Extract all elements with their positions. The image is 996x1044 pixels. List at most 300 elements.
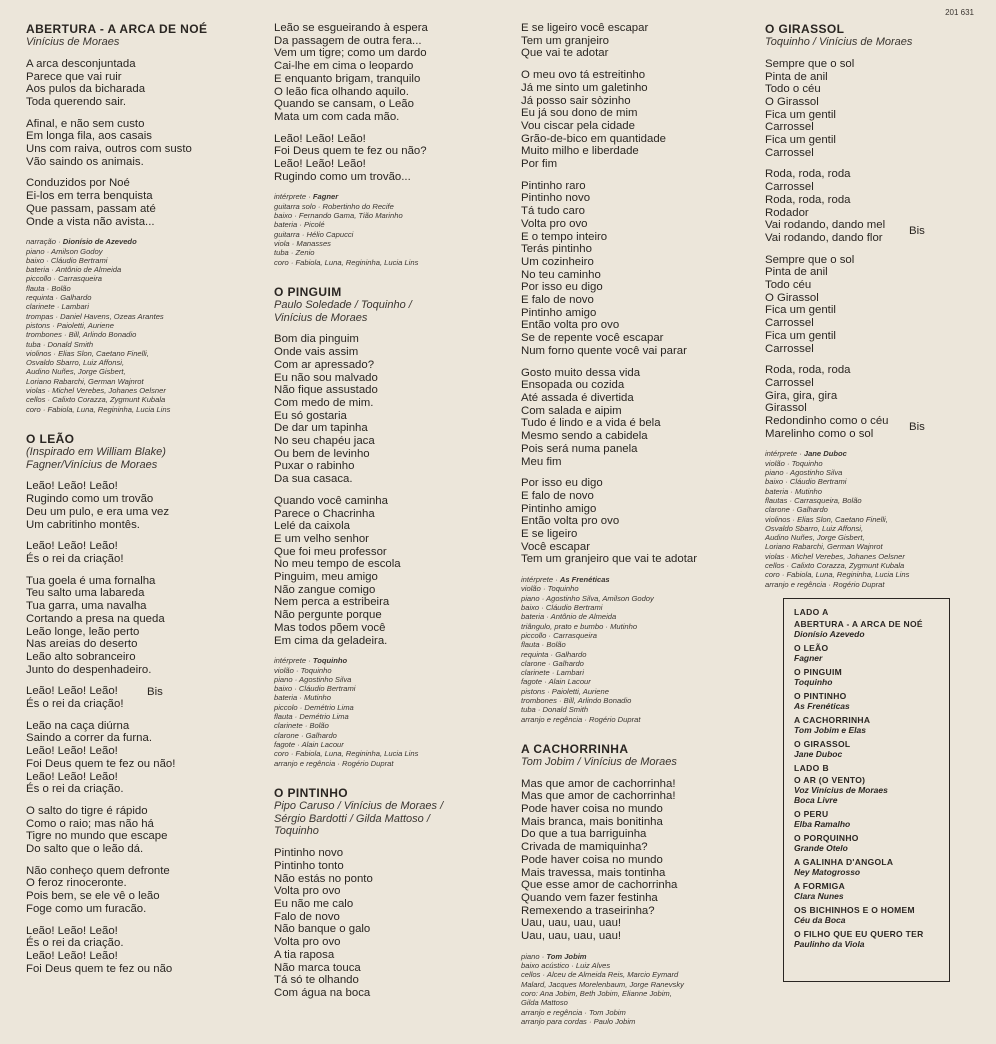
- stanza: [521, 778, 757, 943]
- lyric-line: Leão! Leão! Leão!: [274, 132, 366, 145]
- stanza: [26, 685, 256, 710]
- track-artist: Toquinho: [794, 677, 833, 687]
- credit-line: [26, 377, 256, 386]
- lyric-line: Eu só gostaria: [274, 409, 347, 422]
- track-artist: Dionísio Azevedo: [794, 629, 865, 639]
- credit-line: [521, 989, 757, 998]
- lyric-line: Rugindo como um trovão: [26, 493, 154, 506]
- lyric-line: Pois será numa panela: [521, 442, 638, 455]
- side-a-label: LADO A: [794, 607, 829, 617]
- lyric-line: Saindo a correr da furna.: [26, 732, 153, 745]
- lyric-line: Da passagem de outra fera...: [274, 34, 422, 47]
- credit-role: trombones · Bill, Arlindo Bonadio: [26, 330, 137, 340]
- credit-line: [274, 740, 514, 749]
- credit-line: [26, 247, 256, 256]
- credit-line: [274, 675, 514, 684]
- lyric-line: Então volta pro ovo: [521, 515, 620, 528]
- credit-role: bateria · Picolé: [274, 220, 325, 230]
- credit-performer: Tom Jobim: [546, 951, 587, 961]
- credit-line: [765, 468, 975, 477]
- credit-role: Osvaldo Sbarro, Luiz Affonsi,: [26, 358, 125, 368]
- track-item: [794, 929, 939, 949]
- credit-performer: Dionísio de Azevedo: [62, 237, 137, 247]
- lyric-line: Mas todos põem você: [274, 621, 386, 634]
- lyric-line: Cai-lhe em cima o leopardo: [274, 60, 414, 73]
- credit-role: arranjo para cordas · Paulo Jobim: [521, 1016, 636, 1026]
- credit-role: arranjo e regência · Rogério Duprat: [765, 579, 885, 589]
- lyric-line: Puxar o rabinho: [274, 460, 355, 473]
- bis-marker: Bis: [909, 225, 925, 238]
- credit-line: [26, 358, 256, 367]
- lyric-line: Marelinho como o sol: [765, 427, 874, 440]
- credit-line: [765, 505, 975, 514]
- track-item: [794, 619, 939, 639]
- credit-role: piano · Agostinho Silva, Amilson Godoy: [521, 593, 654, 603]
- lyric-line: Afinal, e não sem custo: [26, 117, 145, 130]
- credit-line: [26, 321, 256, 330]
- credit-role: Malard, Jacques Morelenbaum, Jorge Ranevsky: [521, 979, 684, 989]
- credit-line: [765, 570, 975, 579]
- lyric-line: Junto do despenhadeiro.: [26, 663, 152, 676]
- credit-line: [274, 749, 514, 758]
- song-pintinho-part1: [274, 786, 514, 1000]
- credit-line: [765, 542, 975, 551]
- credit-performer: As Frenéticas: [559, 575, 610, 585]
- credit-role: cellos · Alceu de Almeida Reis, Marcio Eymard: [521, 970, 679, 980]
- song-authors: [521, 756, 757, 769]
- credit-role: violinos · Elias Slon, Caetano Finelli,: [765, 514, 888, 524]
- credit-role: baixo · Cláudio Bertrami: [26, 255, 108, 265]
- track-item: [794, 691, 939, 711]
- credit-line: [521, 668, 757, 677]
- stanza: [521, 69, 757, 171]
- lyric-line: Com salada e aipim: [521, 404, 622, 417]
- lyric-line: Pinta de anil: [765, 70, 828, 83]
- lyric-line: Leão! Leão! Leão!: [26, 540, 118, 553]
- lyric-line: Ou bem de levinho: [274, 447, 370, 460]
- lyric-line: Uau, uau, uau, uau!: [521, 917, 622, 930]
- column-3: [521, 22, 757, 1044]
- lyric-line: Que esse amor de cachorrinha: [521, 879, 678, 892]
- credit-role: piccolo · Demétrio Lima: [274, 702, 354, 712]
- credit-role: clarinete · Lambari: [26, 302, 89, 312]
- credit-role: piccollo · Carrasqueira: [26, 274, 102, 284]
- credit-line: [765, 515, 975, 524]
- lyric-line: Volta pro ovo: [274, 885, 341, 898]
- credit-line: [26, 293, 256, 302]
- credit-role: narração ·: [26, 237, 63, 247]
- lyric-line: Eu não sou malvado: [274, 371, 378, 384]
- lyric-line: Teu salto uma labareda: [26, 587, 145, 600]
- lyric-line: Leão na caça diúrna: [26, 719, 130, 732]
- credit-role: violas · Michel Verebes, Johanes Oelsner: [26, 385, 166, 395]
- credit-role: baixo acústico · Luiz Alves: [521, 961, 611, 971]
- lyric-line: Tem um granjeiro: [521, 34, 609, 47]
- track-title: OS BICHINHOS E O HOMEM: [794, 905, 915, 915]
- track-artist: Clara Nunes: [794, 891, 844, 901]
- lyric-line: Pintinho amigo: [521, 306, 597, 319]
- credit-line: [274, 712, 514, 721]
- lyric-line: Em longa fila, aos casais: [26, 130, 152, 143]
- song-pinguim: [274, 285, 514, 768]
- credit-performer: Toquinho: [312, 656, 348, 666]
- credit-role: tuba · Donald Smith: [26, 339, 94, 349]
- credit-line: [765, 459, 975, 468]
- lyric-line: Eu não me calo: [274, 898, 354, 911]
- lyric-line: Volta pro ovo: [274, 936, 341, 949]
- lyric-line: Não fique assustado: [274, 384, 378, 397]
- lyric-line: No teu caminho: [521, 268, 601, 281]
- credit-line: [521, 1017, 757, 1026]
- lyric-line: Fica um gentil: [765, 304, 836, 317]
- track-title: A CACHORRINHA: [794, 715, 871, 725]
- credit-role: clarone · Galhardo: [765, 505, 828, 515]
- lyric-line: Fica um gentil: [765, 134, 836, 147]
- credit-role: baixo · Fernando Gama, Tião Marinho: [274, 211, 403, 221]
- credit-line: [765, 552, 975, 561]
- credit-line: [274, 693, 514, 702]
- author-line: Vinícius de Moraes: [26, 36, 120, 48]
- stanza: [274, 847, 514, 999]
- track-title: O PINGUIM: [794, 667, 843, 677]
- credit-role: clarone · Galhardo: [274, 730, 337, 740]
- lyric-line: Vai rodando, dando flor: [765, 231, 883, 244]
- track-title: ABERTURA - A ARCA DE NOÉ: [794, 619, 923, 629]
- lyric-line: Leão! Leão! Leão!: [26, 949, 118, 962]
- lyric-line: Eu já sou dono de mim: [521, 107, 638, 120]
- lyric-line: Todo o céu: [765, 83, 821, 96]
- credit-role: tuba · Donald Smith: [521, 705, 589, 715]
- lyric-line: Quando você caminha: [274, 494, 388, 507]
- credit-line: [26, 349, 256, 358]
- lyric-line: E enquanto brigam, tranquilo: [274, 72, 421, 85]
- lyric-line: Um cozinheiro: [521, 255, 594, 268]
- lyric-line: Da sua casaca.: [274, 473, 353, 486]
- lyric-line: Rodador: [765, 206, 809, 219]
- credit-role: arranjo e regência · Rogério Duprat: [274, 758, 394, 768]
- lyric-line: E falo de novo: [521, 489, 594, 502]
- lyric-line: Mas que amor de cachorrinha!: [521, 777, 676, 790]
- lyric-line: És o rei da criação!: [26, 552, 124, 565]
- stanza: [26, 720, 256, 796]
- lyric-line: O meu ovo tá estreitinho: [521, 69, 646, 82]
- stanza: [765, 364, 975, 440]
- stanza: [274, 133, 514, 184]
- lyric-line: E o tempo inteiro: [521, 230, 608, 243]
- author-line: Pipo Caruso / Vinícius de Moraes /: [274, 799, 444, 812]
- lyric-line: Ei-los em terra benquista: [26, 190, 153, 203]
- credit-role: Osvaldo Sbarro, Luiz Affonsi,: [765, 523, 864, 533]
- lyric-line: Pintinho raro: [521, 179, 586, 192]
- track-title: O LEÃO: [794, 643, 829, 653]
- lyric-line: És o rei da criação.: [26, 937, 124, 950]
- credit-line: [765, 533, 975, 542]
- stanza: [521, 477, 757, 566]
- lyric-line: Leão! Leão! Leão!: [26, 770, 118, 783]
- lyric-line: Por fim: [521, 158, 558, 171]
- credit-line: [26, 284, 256, 293]
- credit-role: Gilda Mattoso: [521, 998, 568, 1008]
- credit-line: [26, 405, 256, 414]
- lyric-line: Volta pro ovo: [521, 217, 588, 230]
- credit-line: [765, 477, 975, 486]
- credit-line: [521, 575, 757, 584]
- lyric-line: Sempre que o sol: [765, 57, 855, 70]
- credit-line: [521, 715, 757, 724]
- credit-line: [274, 258, 514, 267]
- lyric-line: Gosto muito dessa vida: [521, 366, 641, 379]
- credit-role: bateria · Antônio de Almeida: [521, 612, 617, 622]
- credit-role: violão · Toquinho: [521, 584, 579, 594]
- credit-line: [26, 237, 256, 246]
- song-authors: [274, 299, 514, 325]
- lyric-line: Leão! Leão! Leão!: [274, 158, 366, 171]
- track-item: [794, 809, 939, 829]
- lyric-line: Leão! Leão! Leão!: [26, 480, 118, 493]
- credit-line: [26, 395, 256, 404]
- track-artist: Céu da Boca: [794, 915, 846, 925]
- lyric-line: Carrossel: [765, 181, 814, 194]
- lyric-line: Rugindo como um trovão...: [274, 170, 411, 183]
- lyric-line: Falo de novo: [274, 910, 340, 923]
- track-item: [794, 857, 939, 877]
- lyric-line: Como o raio; mas não há: [26, 817, 154, 830]
- lyric-line: O leão fica olhando aquilo.: [274, 85, 409, 98]
- lyric-line: Tá só te olhando: [274, 974, 359, 987]
- song-title: O PINGUIM: [274, 284, 342, 299]
- lyric-line: Todo céu: [765, 279, 812, 292]
- column-1: [26, 22, 256, 984]
- credit-line: [274, 703, 514, 712]
- credit-line: [521, 631, 757, 640]
- credit-line: [521, 594, 757, 603]
- credit-role: clarinete · Lambari: [521, 668, 584, 678]
- lyric-line: Leão! Leão! Leão!: [26, 924, 118, 937]
- lyric-line: Carrossel: [765, 121, 814, 134]
- credit-line: [521, 603, 757, 612]
- credit-role: intérprete ·: [521, 575, 560, 585]
- lyric-line: Num forno quente você vai parar: [521, 344, 687, 357]
- track-artist: As Frenéticas: [794, 701, 850, 711]
- track-title: O FILHO QUE EU QUERO TER: [794, 929, 924, 939]
- lyric-line: Pode haver coisa no mundo: [521, 803, 663, 816]
- credit-role: arranjo e regência · Tom Jobim: [521, 1007, 626, 1017]
- lyric-line: Quando se cansam, o Leão: [274, 98, 414, 111]
- credit-role: flautas · Carrasqueira, Bolão: [765, 495, 862, 505]
- tracklist-box: [783, 598, 950, 982]
- track-title: O PORQUINHO: [794, 833, 859, 843]
- credit-role: intérprete ·: [274, 192, 313, 202]
- credit-line: [274, 192, 514, 201]
- credit-line: [274, 211, 514, 220]
- lyric-line: Já posso sair sòzinho: [521, 94, 631, 107]
- lyric-line: O feroz rinoceronte.: [26, 877, 127, 890]
- lyric-line: Pode haver coisa no mundo: [521, 853, 663, 866]
- song-abertura: [26, 22, 256, 414]
- credit-role: coro: Ana Jobim, Beth Jobim, Elianne Jobim,: [521, 989, 672, 998]
- song-credits: [274, 192, 514, 266]
- credit-role: piano ·: [521, 951, 547, 961]
- lyric-line: Roda, roda, roda: [765, 364, 851, 377]
- lyric-line: E falo de novo: [521, 294, 594, 307]
- credit-line: [765, 487, 975, 496]
- credit-role: Loriano Rabarchi, German Wajnrot: [765, 542, 883, 552]
- lyric-line: Tua goela é uma fornalha: [26, 574, 156, 587]
- credit-role: fagote · Alain Lacour: [521, 677, 591, 687]
- song-title: O GIRASSOL: [765, 22, 845, 36]
- lyric-line: Em cima da geladeira.: [274, 634, 388, 647]
- credit-line: [26, 265, 256, 274]
- author-line: Paulo Soledade / Toquinho /: [274, 298, 412, 311]
- credit-role: violão · Toquinho: [274, 665, 332, 675]
- stanza: [274, 22, 514, 124]
- lyric-line: Tem um granjeiro que vai te adotar: [521, 553, 698, 566]
- stanza: [26, 865, 256, 916]
- track-item: [794, 667, 939, 687]
- song-credits: [521, 575, 757, 724]
- lyric-line: Vai rodando, dando mel: [765, 219, 886, 232]
- lyric-line: Não zangue comigo: [274, 583, 376, 596]
- track-item: [794, 643, 939, 663]
- credit-role: triângulo, prato e bumbo · Mutinho: [521, 621, 638, 631]
- credit-role: piccollo · Carrasqueira: [521, 630, 597, 640]
- lyric-line: Não estás no ponto: [274, 872, 373, 885]
- side-b-label: LADO B: [794, 763, 829, 773]
- credit-role: coro · Fabiola, Luna, Regininha, Lucia Lins: [274, 257, 419, 267]
- lyric-line: Com ar apressado?: [274, 358, 375, 371]
- lyric-line: Tigre no mundo que escape: [26, 830, 168, 843]
- lyric-line: Terás pintinho: [521, 243, 592, 256]
- credit-line: [26, 256, 256, 265]
- lyric-line: No seu chapéu jaca: [274, 435, 375, 448]
- lyric-line: Pintinho novo: [274, 847, 344, 860]
- lyric-line: Foi Deus quem te fez ou não!: [26, 757, 176, 770]
- lyric-line: Não marca touca: [274, 961, 361, 974]
- lyric-line: Fica um gentil: [765, 108, 836, 121]
- credit-role: cellos · Calixto Corazza, Zygmunt Kubala: [26, 395, 166, 405]
- lyric-line: A tia raposa: [274, 948, 335, 961]
- lyric-line: Do salto que o leão dá.: [26, 843, 144, 856]
- lyric-line: Roda, roda, roda: [765, 168, 851, 181]
- lyric-line: Já me sinto um galetinho: [521, 81, 648, 94]
- stanza: [765, 254, 975, 356]
- lyric-line: És o rei da criação.: [26, 783, 124, 796]
- lyric-line: O Girassol: [765, 95, 819, 108]
- track-title: A FORMIGA: [794, 881, 846, 891]
- credit-line: [521, 705, 757, 714]
- lyric-line: Nas areias do deserto: [26, 638, 138, 651]
- credit-role: violinos · Elias Slon, Caetano Finelli,: [26, 348, 149, 358]
- credit-line: [765, 496, 975, 505]
- stanza: [274, 495, 514, 647]
- track-artist: Elba Ramalho: [794, 819, 851, 829]
- lyric-line: Foi Deus quem te fez ou não?: [274, 145, 427, 158]
- song-title: ABERTURA - A ARCA DE NOÉ: [26, 22, 208, 36]
- credit-role: coro · Fabiola, Luna, Regininha, Lucia Lins: [274, 749, 419, 759]
- author-line: Fagner/Vinícius de Moraes: [26, 458, 158, 471]
- credit-line: [765, 561, 975, 570]
- lyric-line: Não conheço quem defronte: [26, 864, 170, 877]
- credit-role: guitarra · Hélio Capucci: [274, 229, 354, 239]
- lyric-line: Mais branca, mais bonitinha: [521, 815, 663, 828]
- song-credits: [765, 449, 975, 588]
- lyric-line: Crivada de mamiquinha?: [521, 841, 648, 854]
- credit-role: fagote · Alain Lacour: [274, 739, 344, 749]
- credit-performer: Jane Duboc: [803, 449, 847, 459]
- lyric-line: Tá tudo caro: [521, 205, 585, 218]
- credit-role: guitarra solo · Robertinho do Recife: [274, 201, 394, 211]
- credit-role: bateria · Mutinho: [765, 486, 822, 496]
- credit-line: [765, 580, 975, 589]
- lyric-line: Não pergunte porque: [274, 609, 382, 622]
- credit-role: violão · Toquinho: [765, 458, 823, 468]
- lyric-line: Vem um tigre; como um dardo: [274, 47, 427, 60]
- author-line: Vinícius de Moraes: [274, 311, 368, 324]
- credit-role: intérprete ·: [765, 449, 804, 459]
- lyric-line: Muito milho e liberdade: [521, 145, 639, 158]
- lyric-line: Você escapar: [521, 540, 591, 553]
- lyric-line: Gira, gira, gira: [765, 389, 838, 402]
- lyric-line: Pintinho novo: [521, 192, 591, 205]
- stanza: [274, 333, 514, 485]
- lyric-line: Uns com raiva, outros com susto: [26, 143, 192, 156]
- author-line: Toquinho: [274, 825, 319, 838]
- catalog-number: 201 631: [945, 8, 974, 17]
- lyric-line: Remexendo a traseirinha?: [521, 904, 655, 917]
- lyric-line: Deu um pulo, e era uma vez: [26, 505, 170, 518]
- song-girassol: [765, 22, 975, 589]
- credit-role: Audino Nuñes, Jorge Gisbert,: [765, 533, 865, 543]
- credit-role: clarinete · Bolão: [274, 721, 329, 731]
- credit-line: [274, 684, 514, 693]
- credit-line: [521, 970, 757, 979]
- credit-line: [765, 524, 975, 533]
- lyric-line: Mesmo sendo a cabidela: [521, 430, 648, 443]
- credit-line: [274, 666, 514, 675]
- song-authors: [274, 800, 514, 838]
- track-item: [794, 905, 939, 925]
- lyric-line: De dar um tapinha: [274, 422, 368, 435]
- lyric-line: Roda, roda, roda: [765, 193, 851, 206]
- credit-line: [26, 330, 256, 339]
- credit-line: [26, 274, 256, 283]
- track-item: [794, 775, 939, 805]
- track-title: A GALINHA D'ANGOLA: [794, 857, 894, 867]
- track-title: O AR (O VENTO): [794, 775, 866, 785]
- lyric-line: No meu tempo de escola: [274, 558, 401, 571]
- song-leao-part1: [26, 432, 256, 976]
- credit-role: cellos · Calixto Corazza, Zygmunt Kubala: [765, 561, 905, 571]
- credit-line: [521, 980, 757, 989]
- track-artist: Jane Duboc: [794, 749, 843, 759]
- song-authors: [26, 446, 256, 472]
- stanza: [521, 22, 757, 60]
- song-title: A CACHORRINHA: [521, 741, 629, 756]
- song-leao-part2: [274, 22, 514, 267]
- song-pintinho-part2: [521, 22, 757, 724]
- track-title: O PERU: [794, 809, 829, 819]
- credit-line: [521, 952, 757, 961]
- author-line: (Inspirado em William Blake): [26, 445, 166, 458]
- lyric-line: Com água na boca: [274, 986, 371, 999]
- credit-role: arranjo e regência · Rogério Duprat: [521, 714, 641, 724]
- lyric-line: Pintinho amigo: [521, 502, 597, 515]
- credit-role: bateria · Mutinho: [274, 693, 331, 703]
- stanza: [765, 168, 975, 244]
- column-2: [274, 22, 514, 1009]
- lyric-line: Leão se esgueirando à espera: [274, 22, 428, 34]
- credit-role: piano · Agostinho Silva: [274, 674, 352, 684]
